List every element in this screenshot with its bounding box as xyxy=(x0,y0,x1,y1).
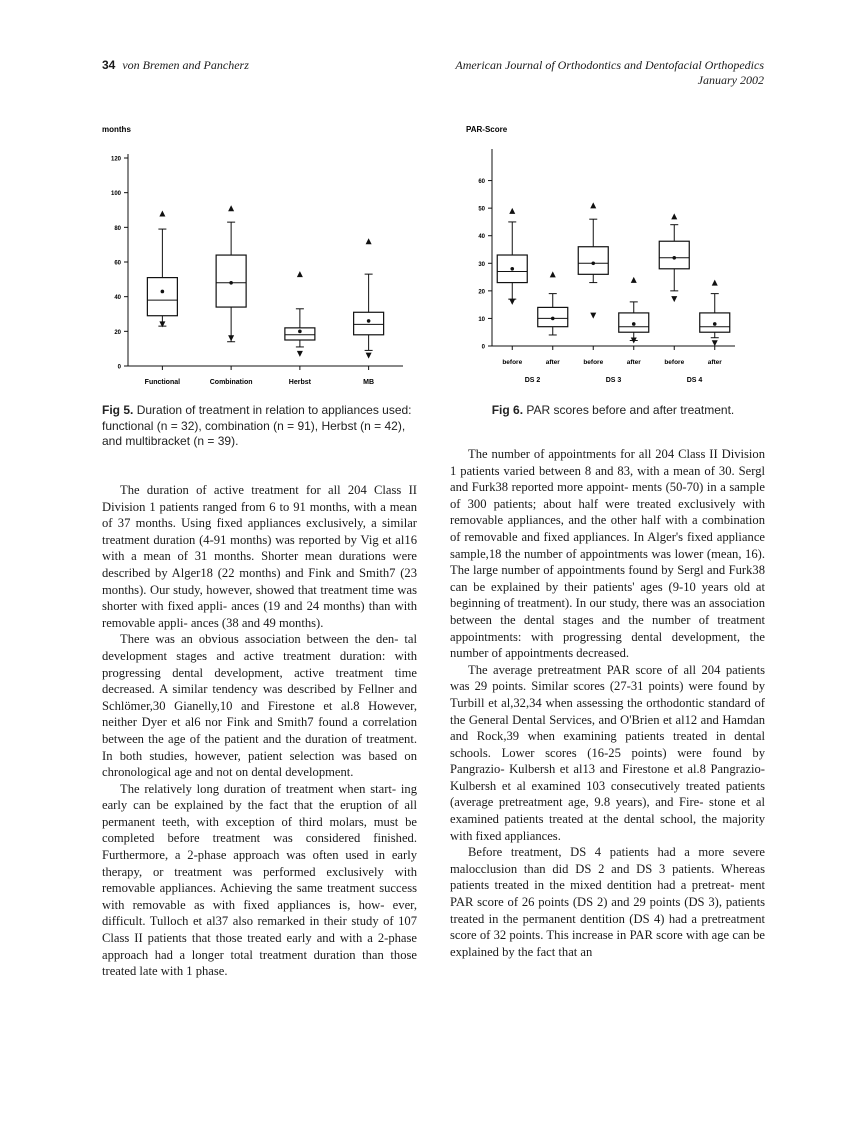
figure-5-duration-boxplot xyxy=(98,118,418,398)
body-column-left xyxy=(102,482,417,980)
outlier-high-marker xyxy=(550,271,556,277)
outlier-high-marker xyxy=(159,210,165,216)
y-tick-label: 30 xyxy=(478,261,485,268)
outlier-high-marker xyxy=(228,205,234,211)
x-category-label: before xyxy=(664,359,685,366)
figure-5-chart xyxy=(98,118,418,398)
outlier-high-marker xyxy=(509,208,515,214)
outlier-high-marker xyxy=(366,238,372,244)
box-iqr xyxy=(147,278,177,316)
figure-5-caption-text: Duration of treatment in relation to appliances used: functional (n = 32), combination (n = 91), Herbst (n = 42), and multibracket (n = 39). xyxy=(102,403,412,448)
box-iqr xyxy=(659,241,689,269)
outlier-low-marker xyxy=(509,299,515,305)
body-column-right xyxy=(450,446,765,960)
y-tick-label: 0 xyxy=(481,344,485,351)
outlier-high-marker xyxy=(631,277,637,283)
figure-6-caption-text: PAR scores before and after treatment. xyxy=(526,403,735,417)
x-category-label: Combination xyxy=(209,379,253,386)
y-tick-label: 0 xyxy=(117,364,121,371)
outlier-low-marker xyxy=(366,353,372,359)
outlier-high-marker xyxy=(712,280,718,286)
mean-dot xyxy=(161,290,165,294)
y-tick-label: 40 xyxy=(114,295,121,302)
y-axis-label: months xyxy=(102,125,131,134)
running-authors: von Bremen and Pancherz xyxy=(122,58,249,72)
x-category-label: after xyxy=(626,359,641,366)
figure-5-caption xyxy=(102,403,420,450)
figure-5-label: Fig 5. xyxy=(102,403,134,417)
figure-6-label: Fig 6. xyxy=(491,403,524,417)
x-group-label: DS 3 xyxy=(605,377,622,384)
mean-dot xyxy=(713,322,717,326)
outlier-high-marker xyxy=(297,271,303,277)
y-axis-label: PAR-Score xyxy=(466,125,508,134)
y-tick-label: 100 xyxy=(110,191,121,198)
outlier-low-marker xyxy=(590,313,596,319)
mean-dot xyxy=(551,317,555,321)
paragraph: The duration of active treatment for all 204 Class II Division 1 patients ranged from 6 to 91 months, with a mean of 37 months. Using fixed appliances exclusively, a similar treatment duration (4-91 months) was reported by Vig et al16 with a mean of 31 months. Shorter mean durations were described by Alger18 (22 months) and Fink and Smith7 (23 months). Our study, however, showed that treatment time was shorter with fixed appli- ances (19 and 24 months) than with removable appli- ances (38 and 49 months). xyxy=(102,483,417,630)
y-tick-label: 120 xyxy=(110,156,121,163)
outlier-low-marker xyxy=(228,335,234,341)
x-category-label: Herbst xyxy=(288,379,311,386)
y-tick-label: 40 xyxy=(478,234,485,241)
y-tick-label: 80 xyxy=(114,225,121,232)
x-category-label: Functional xyxy=(144,379,181,386)
y-tick-label: 20 xyxy=(478,289,485,296)
outlier-low-marker xyxy=(297,351,303,357)
mean-dot xyxy=(298,330,302,334)
x-category-label: before xyxy=(583,359,604,366)
x-category-label: before xyxy=(502,359,523,366)
y-tick-label: 60 xyxy=(114,260,121,267)
mean-dot xyxy=(632,322,636,326)
y-tick-label: 20 xyxy=(114,329,121,336)
x-category-label: after xyxy=(707,359,722,366)
paragraph: The relatively long duration of treatment when start- ing early can be explained by the fact that the eruption of all permanent teeth, with exception of third molars, must be completed before treatment was considered finished. Furthermore, a 2-phase approach was often used in early therapy, or treatment was performed exclusively with removable appliances. Achieving the same treatment success with removable as with fixed appliances is, how- ever, difficult. Tulloch et al37 also remarked in their study of 107 Class II patients that those treated early and with a 2-phase approach had a longer total treatment duration than those treated late with 1 phase. xyxy=(102,781,417,979)
x-category-label: after xyxy=(545,359,560,366)
x-group-label: DS 4 xyxy=(686,377,703,384)
paragraph: The number of appointments for all 204 Class II Division 1 patients varied between 8 and 83, with a mean of 30. Sergl and Furk38 reported more appoint- ments (50-70) in a sample of 300 patients; about half were treated exclusively with removable appliances, and the other half with a combination of removable and fixed appliances. In Alger's fixed appliance sample,18 the number of appointments was lower (mean, 16). The large number of appointments found by Sergl and Furk38 can be explained by their patients' ages (9-10 years old at beginning of treatment). In our study, there was an association between the dental stages and the number of treatment appointments: with progressing dental development, the number of appointments decreased. xyxy=(450,447,765,661)
mean-dot xyxy=(229,281,233,285)
y-tick-label: 10 xyxy=(478,316,485,323)
outlier-high-marker xyxy=(671,213,677,219)
mean-dot xyxy=(672,256,676,260)
figure-6-caption xyxy=(460,403,766,419)
box-iqr xyxy=(578,247,608,275)
figure-6-chart xyxy=(460,118,760,398)
mean-dot xyxy=(510,267,514,271)
paragraph: There was an obvious association between the den- tal development stages and active treatment duration: with progressing dental development, active treatment time decreased. A similar tendency was described by Fellner and Schlömer,30 Gianelly,10 and Firestone et al.8 However, neither Dyer et al6 nor Fink and Smith7 found a correlation between the age of the patient and the duration of treatment. In both studies, however, patient selection was based on chronological age and not on dental development. xyxy=(102,632,417,780)
x-category-label: MB xyxy=(363,379,375,386)
box-iqr xyxy=(354,312,384,335)
running-header-left xyxy=(102,58,249,73)
running-header-right xyxy=(455,58,764,88)
paragraph: Before treatment, DS 4 patients had a more severe malocclusion than did DS 2 and DS 3 patients. Whereas patients treated in the mixed dentition had a pretreat- ment PAR score of 26 points (DS 2) and 29 points (DS 3), patients treated in the permanent dentition (DS 4) had a pretreatment score of 32 points. This increase in PAR score with age can be explained by the fact that an xyxy=(450,845,765,959)
issue-date: January 2002 xyxy=(697,73,764,87)
y-tick-label: 60 xyxy=(478,179,485,186)
x-group-label: DS 2 xyxy=(524,377,541,384)
outlier-low-marker xyxy=(712,340,718,346)
figure-6-par-boxplot xyxy=(460,118,760,398)
outlier-low-marker xyxy=(671,296,677,302)
mean-dot xyxy=(367,319,371,323)
page-number: 34 xyxy=(102,58,116,72)
paragraph: The average pretreatment PAR score of all 204 patients was 29 points. Similar scores (27-31 points) were found by Turbill et al,32,34 when assessing the orthodontic standard of the General Dental Services, and O'Brien et al12 and Hamdan and Rock,39 when examining patients treated in dental schools. Lower scores (16-25 points) were found by Pangrazio- Kulbersh et al13 and Firestone et al.8 Pangrazio- Kulbersh et al examined 103 consecutively treated patients (average pretreatment age, 9.8 years), and Fire- stone et al examined patients treated at the dental school, the majority with fixed appliances. xyxy=(450,662,765,843)
journal-name: American Journal of Orthodontics and Dentofacial Orthopedics xyxy=(455,58,764,72)
mean-dot xyxy=(591,261,595,265)
outlier-high-marker xyxy=(590,202,596,208)
y-tick-label: 50 xyxy=(478,206,485,213)
